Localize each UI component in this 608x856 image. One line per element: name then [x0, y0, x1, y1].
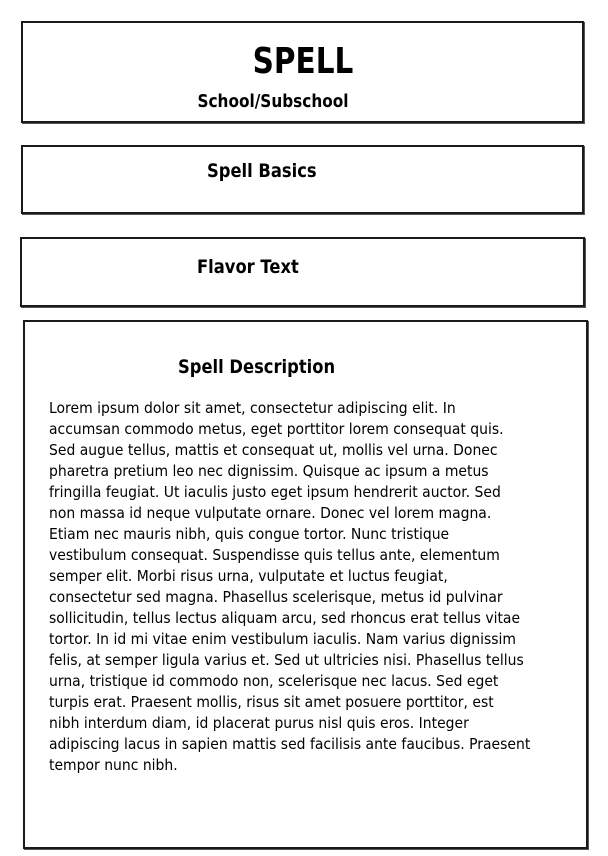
description-line: sollicitudin, tellus lectus aliquam arcu, sed rhoncus erat tellus vitae: [49, 609, 521, 627]
description-line: adipiscing lacus in sapien mattis sed facilisis ante faucibus. Praesent: [49, 735, 531, 753]
school-subschool: School/Subschool: [197, 91, 349, 112]
description-line: fringilla feugiat. Ut iaculis justo eget ipsum hendrerit auctor. Sed: [49, 483, 501, 501]
description-line: semper elit. Morbi risus urna, vulputate et luctus feugiat,: [49, 567, 448, 585]
description-line: Etiam nec mauris nibh, quis congue tortor. Nunc tristique: [49, 525, 450, 543]
spell-basics-heading: Spell Basics: [207, 160, 317, 182]
description-line: vestibulum consequat. Suspendisse quis tellus ante, elementum: [49, 546, 500, 564]
spell-description-box: [23, 320, 588, 849]
description-line: tempor nunc nibh.: [49, 756, 178, 774]
description-line: urna, tristique id commodo non, scelerisque nec lacus. Sed eget: [49, 672, 499, 690]
spell-title: SPELL: [252, 41, 354, 82]
spell-description-heading: Spell Description: [178, 356, 336, 378]
flavor-text-heading: Flavor Text: [197, 256, 299, 278]
description-line: non massa id neque vulputate ornare. Donec vel lorem magna.: [49, 504, 492, 522]
description-line: pharetra pretium leo nec dignissim. Quisque ac ipsum a metus: [49, 462, 489, 480]
flavor-text-box: [20, 237, 585, 307]
description-line: felis, at semper ligula varius et. Sed ut ultricies nisi. Phasellus tellus: [49, 651, 524, 669]
description-line: Lorem ipsum dolor sit amet, consectetur adipiscing elit. In: [49, 399, 456, 417]
description-line: consectetur sed magna. Phasellus scelerisque, metus id pulvinar: [49, 588, 503, 606]
description-line: nibh interdum diam, id placerat purus nisl quis eros. Integer: [49, 714, 469, 732]
description-line: turpis erat. Praesent mollis, risus sit amet posuere porttitor, est: [49, 693, 494, 711]
spell-basics-box: [21, 145, 584, 214]
description-line: tortor. In id mi vitae enim vestibulum iaculis. Nam varius dignissim: [49, 630, 517, 648]
spell-description-body: [49, 398, 530, 776]
description-line: accumsan commodo metus, eget porttitor lorem consequat quis.: [49, 420, 504, 438]
description-line: Sed augue tellus, mattis et consequat ut, mollis vel urna. Donec: [49, 441, 498, 459]
spell-title-box: [21, 21, 584, 123]
